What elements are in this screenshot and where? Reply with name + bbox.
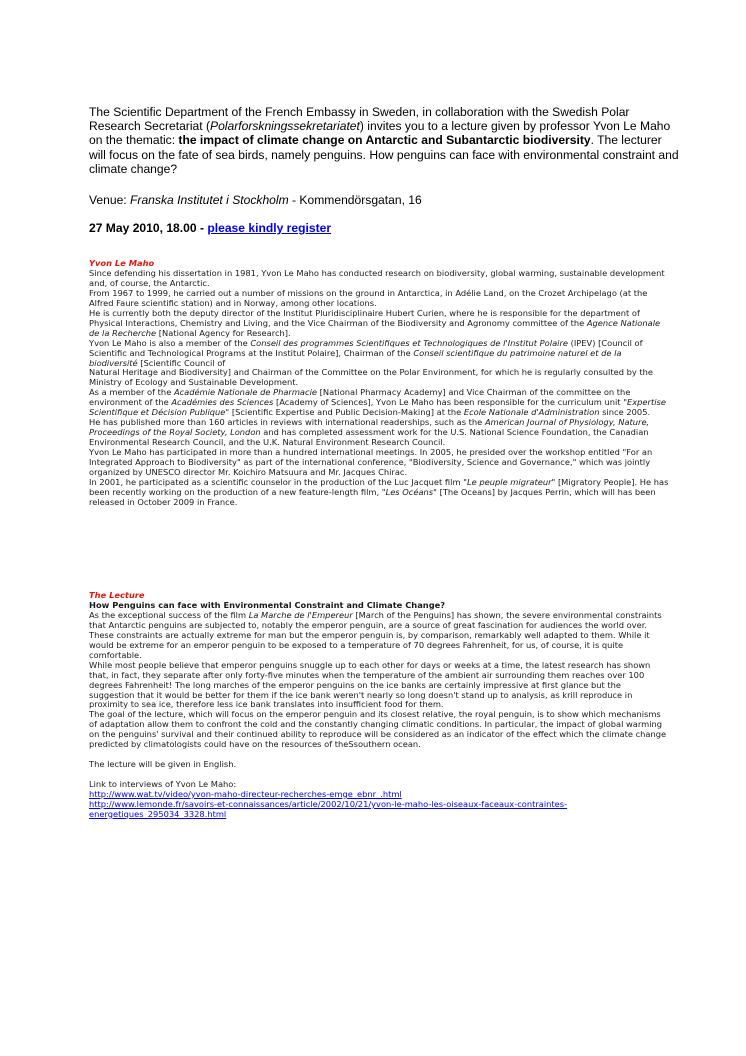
interview-link-row [89,800,669,820]
bio-paragraph: Since defending his dissertation in 1981, Yvon Le Maho has conducted research on biodiversity, global warming, sustainable development and, of course, the Antarctic. [89,267,665,288]
venue-label: Venue: [89,193,131,207]
lecture-paragraph: While most people believe that emperor penguins snuggle up to each other for days or weeks at a time, the latest research has shown that, in fact, they separate after only forty-five minutes when the temperature of the ambient air surrounding them reaches over 100 degrees Fahrenheit! The long marches of the emperor penguins on the ice banks are certainly impressive at first glance but the suggestion that it would be better for them if the ice bank weren't nearly so long doesn't stand up to analysis, as krill reproduce in proximity to sea ice, therefore less ice bank translates into insufficient food for them. [89,659,651,710]
event-date: 27 May 2010, 18.00 - [89,221,208,235]
intro-text: . The lecturer will focus on the fate of sea birds, namely penguins. How penguins can face with environmental constraint and climate change? [89,133,679,176]
bio-paragraph: From 1967 to 1999, he carried out a number of missions on the ground in Antarctica, in Adélie Land, on the Crozet Archipelago (at the Alfred Faure scientific station) and in Norway, among other locations. [89,287,648,308]
intro-italic-term: Polarforskningssekretariatet [210,119,360,134]
event-date-line [89,221,331,235]
register-link[interactable]: please kindly register [207,221,332,235]
lecture-subtitle: How Penguins can face with Environmental Constraint and Climate Change? [89,599,446,610]
interview-link-lemonde[interactable]: http://www.lemonde.fr/savoirs-et-connaissances/article/2002/10/21/yvon-le-maho-les-oiseaux-faceaux-contraintes-energetiques_295034_3328.html [89,798,568,819]
intro-text: The Scientific Department of the French Embassy in Sweden, in collaboration with the Swedish Polar Research Secretariat ( [89,105,630,134]
intro-paragraph [89,105,679,176]
bio-paragraph: He is currently both the deputy director of the Institut Pluridisciplinaire Hubert Curien, where he is responsible for the department of Physical Interactions, Chemistry and Living, and the Vice Chairman of the Biodiversity and Agronomy committee of the Agence Nationale de la Recherche [National Agency for Research]. [89,307,661,338]
intro-thematic: the impact of climate change on Antarctic and Subantarctic biodiversity [178,133,591,148]
lecture-section [89,591,669,820]
intro-text: ) invites you to a lecture given by professor Yvon Le Maho on the thematic: [89,119,671,148]
lecture-title: The Lecture [89,590,145,600]
lecture-paragraph: The goal of the lecture, which will focus on the emperor penguin and its closest relative, the royal penguin, is to show which mechanisms of adaptation allow them to confront the cold and the constantly changing climatic conditions. In particular, the impact of global warming on the penguins' survival and their continued ability to reproduce will be considered as an indicator of the effect which the climate change predicted by climatologists could have on the resources of theSsouthern ocean. [89,709,667,750]
bio-paragraph: Yvon Le Maho has participated in more than a hundred international meetings. In 2005, he presided over the workshop entitled "For an Integrated Approach to Biodiversity" as part of the international conference, "Biodiversity, Science and Governance," which was jointly organized by UNESCO director Mr. Koichiro Matsuura and Mr. Jacques Chirac. [89,447,653,478]
links-label: Link to interviews of Yvon Le Maho: [89,779,237,790]
bio-paragraph: He has published more than 160 articles in reviews with international readerships, such as the American Journal of Physiology, Nature, Proceedings of the Royal Society, London and has completed assessment work for the U.S. National Science Foundation, the Canadian Environmental Research Council, and the U.K. Natural Environment Research Council. [89,417,650,448]
bio-section [89,259,669,508]
bio-paragraph: Natural Heritage and Biodiversity] and Chairman of the Committee on the Polar Environment, for which he is regularly consulted by the Ministry of Ecology and Sustainable Development. [89,367,654,388]
language-note: The lecture will be given in English. [89,759,237,770]
venue-address: - Kommendörsgatan, 16 [288,193,422,207]
bio-paragraph: In 2001, he participated as a scientific counselor in the production of the Luc Jacquet film "Le peuple migrateur" [Migratory People]. He has been recently working on the production of a new feature-length film, "Les Océans" [The Oceans] by Jacques Perrin, which will has been released in October 2009 in France. [89,476,669,507]
lecture-paragraph: As the exceptional success of the film La Marche de l'Empereur [March of the Penguins] has shown, the severe environmental constraints that Antarctic penguins are subjected to, notably the emperor penguin, are a source of great fascination for audiences the world over. These constraints are actually extreme for man but the emperor penguin is, by comparison, remarkably well adapted to them. While it would be extreme for an emperor penguin to be exposed to a temperature of 70 degrees Fahrenheit, for us, of course, it is quite comfortable. [89,609,662,660]
venue-place: Franska Institutet i Stockholm [130,193,289,207]
interview-link-wat[interactable]: http://www.wat.tv/video/yvon-maho-directeur-recherches-emge_ebnr_.html [89,789,402,800]
venue-line [89,193,422,207]
bio-paragraph: As a member of the Académie Nationale de Pharmacie [National Pharmacy Academy] and Vice Chairman of the committee on the environment of the Académies des Sciences [Academy of Sciences], Yvon Le Maho has been responsible for the curriculum unit "Expertise Scientifique et Décision Publique" [Scientific Expertise and Public Decision-Making] at the Ecole Nationale d'Administration since 2005. [89,387,666,418]
bio-title: Yvon Le Maho [89,258,155,268]
bio-paragraph: Yvon Le Maho is also a member of the Conseil des programmes Scientifiques et Technologiques de l'Institut Polaire (IPEV) [Council of Scientific and Technological Programs at the Institut Polaire], Chairman of the Conseil scientifique du patrimoine naturel et de la biodiversité [Scientific Council of [89,337,643,368]
